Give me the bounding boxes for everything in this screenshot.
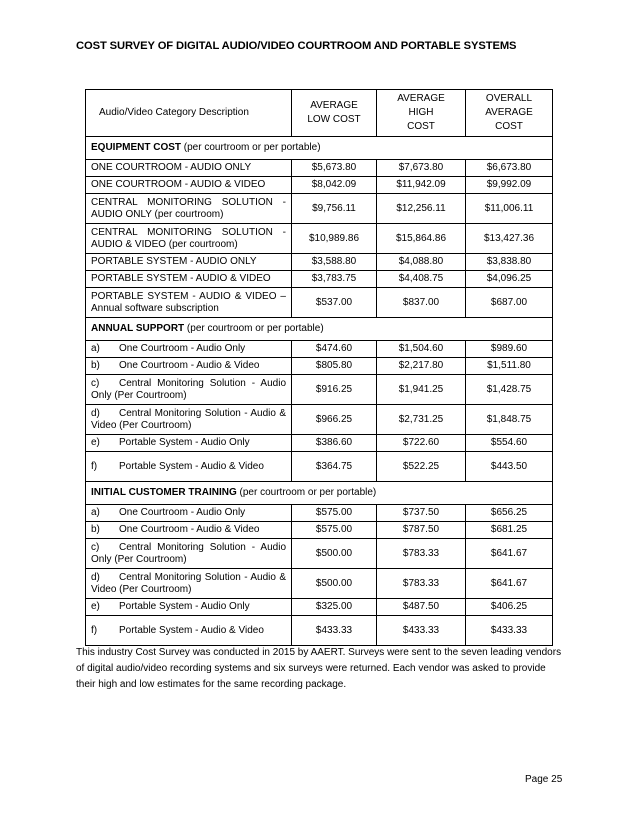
cell-overall: $1,511.80 [466,358,553,375]
section-title: EQUIPMENT COST [91,142,182,153]
cell-low: $433.33 [292,616,377,646]
row-description [86,452,292,482]
row-letter: b) [91,524,100,535]
page-number: Page 25 [525,774,563,785]
row-description-text: ONE COURTROOM - AUDIO & VIDEO [91,179,266,190]
row-letter: a) [91,507,100,518]
cell-low: $537.00 [292,288,377,318]
cell-low: $805.80 [292,358,377,375]
row-description [86,341,292,358]
cell-high: $433.33 [377,616,466,646]
row-description-text: One Courtroom - Audio & Video [119,360,260,371]
cell-low: $5,673.80 [292,160,377,177]
header-description: Audio/Video Category Description [86,90,292,137]
cell-overall: $681.25 [466,522,553,539]
row-description-text: One Courtroom - Audio Only [119,343,246,354]
row-description-text: Portable System - Audio Only [119,601,250,612]
row-description [86,539,292,569]
row-letter: d) [91,571,100,583]
row-description [86,616,292,646]
row-description [86,271,292,288]
cell-high: $1,941.25 [377,375,466,405]
table-row [86,375,553,405]
cell-high: $4,088.80 [377,254,466,271]
cell-high: $12,256.11 [377,194,466,224]
row-description [86,435,292,452]
row-description-text: Portable System - Audio & Video [119,624,264,636]
row-description [86,160,292,177]
cell-high: $837.00 [377,288,466,318]
cell-overall: $989.60 [466,341,553,358]
row-description-text: One Courtroom - Audio Only [119,507,246,518]
cell-low: $500.00 [292,569,377,599]
table-row [86,569,553,599]
table-row [86,341,553,358]
cell-overall: $687.00 [466,288,553,318]
table-row [86,505,553,522]
header-overall-average-cost: OVERALL AVERAGE COST [466,90,553,137]
section-heading-training [86,482,553,505]
section-heading-support [86,318,553,341]
row-description [86,599,292,616]
row-letter: c) [91,377,100,389]
cell-high: $7,673.80 [377,160,466,177]
cell-low: $9,756.11 [292,194,377,224]
cell-low: $575.00 [292,522,377,539]
cell-low: $575.00 [292,505,377,522]
cell-overall: $3,838.80 [466,254,553,271]
cell-overall: $406.25 [466,599,553,616]
cell-overall: $641.67 [466,539,553,569]
row-description-text: One Courtroom - Audio & Video [119,524,260,535]
table-row [86,435,553,452]
row-description-text: CENTRAL MONITORING SOLUTION - AUDIO & VIDEO (per courtroom) [91,226,286,250]
row-description-text: ONE COURTROOM - AUDIO ONLY [91,162,252,173]
table-row [86,288,553,318]
section-title: ANNUAL SUPPORT [91,323,185,334]
table-row [86,539,553,569]
cell-high: $737.50 [377,505,466,522]
cell-overall: $641.67 [466,569,553,599]
cell-high: $783.33 [377,539,466,569]
row-description [86,522,292,539]
row-description [86,254,292,271]
section-title: INITIAL CUSTOMER TRAINING [91,487,237,498]
document-title: COST SURVEY OF DIGITAL AUDIO/VIDEO COURTROOM AND PORTABLE SYSTEMS [76,40,517,52]
cell-overall: $11,006.11 [466,194,553,224]
row-description [86,224,292,254]
header-average-high-cost: AVERAGE HIGH COST [377,90,466,137]
cell-overall: $433.33 [466,616,553,646]
row-description-text: PORTABLE SYSTEM - AUDIO & VIDEO – Annual software subscription [91,290,286,314]
row-description [86,358,292,375]
table-row [86,599,553,616]
row-letter: d) [91,407,100,419]
table-row [86,160,553,177]
row-description [86,177,292,194]
cell-high: $787.50 [377,522,466,539]
cell-low: $364.75 [292,452,377,482]
row-description [86,505,292,522]
table-row [86,194,553,224]
cell-low: $500.00 [292,539,377,569]
table-row [86,405,553,435]
cell-overall: $554.60 [466,435,553,452]
table-row [86,177,553,194]
row-description-text: Central Monitoring Solution - Audio & Video (Per Courtroom) [91,571,286,595]
cell-high: $487.50 [377,599,466,616]
cell-low: $325.00 [292,599,377,616]
row-description-text: Portable System - Audio & Video [119,460,264,472]
cell-low: $386.60 [292,435,377,452]
cell-low: $916.25 [292,375,377,405]
row-description [86,569,292,599]
cell-overall: $656.25 [466,505,553,522]
cell-high: $2,731.25 [377,405,466,435]
cell-overall: $4,096.25 [466,271,553,288]
row-letter: f) [91,460,98,472]
table-row [86,616,553,646]
cell-high: $15,864.86 [377,224,466,254]
cell-low: $474.60 [292,341,377,358]
cell-overall: $1,848.75 [466,405,553,435]
table-row [86,271,553,288]
row-letter: c) [91,541,100,553]
cell-low: $966.25 [292,405,377,435]
header-average-low-cost: AVERAGE LOW COST [292,90,377,137]
cell-low: $10,989.86 [292,224,377,254]
section-row-support [86,318,553,341]
cell-low: $3,783.75 [292,271,377,288]
cell-high: $4,408.75 [377,271,466,288]
row-letter: e) [91,437,100,448]
table-row [86,254,553,271]
row-description-text: Central Monitoring Solution - Audio Only (Per Courtroom) [91,377,286,401]
cell-high: $722.60 [377,435,466,452]
section-heading-equipment [86,137,553,160]
table-row [86,522,553,539]
cell-overall: $443.50 [466,452,553,482]
section-note: (per courtroom or per portable) [181,142,321,153]
section-note: (per courtroom or per portable) [184,323,324,334]
row-description-text: PORTABLE SYSTEM - AUDIO & VIDEO [91,273,271,284]
cell-high: $2,217.80 [377,358,466,375]
row-description-text: Central Monitoring Solution - Audio Only (Per Courtroom) [91,541,286,565]
cell-overall: $1,428.75 [466,375,553,405]
section-note: (per courtroom or per portable) [236,487,377,498]
cell-high: $783.33 [377,569,466,599]
row-description-text: Portable System - Audio Only [119,437,250,448]
cell-high: $11,942.09 [377,177,466,194]
row-letter: f) [91,624,98,636]
cell-high: $522.25 [377,452,466,482]
row-description [86,375,292,405]
table-row [86,224,553,254]
table-row [86,358,553,375]
row-description [86,405,292,435]
row-letter: e) [91,601,100,612]
cell-low: $3,588.80 [292,254,377,271]
row-letter: b) [91,360,100,371]
cell-high: $1,504.60 [377,341,466,358]
row-letter: a) [91,343,100,354]
cell-overall: $13,427.36 [466,224,553,254]
section-row-equipment [86,137,553,160]
cell-overall: $9,992.09 [466,177,553,194]
cost-survey-table [85,89,553,646]
row-description [86,288,292,318]
table-row [86,452,553,482]
cell-low: $8,042.09 [292,177,377,194]
row-description [86,194,292,224]
cell-overall: $6,673.80 [466,160,553,177]
survey-paragraph: This industry Cost Survey was conducted in 2015 by AAERT. Surveys were sent to the seven leading vendors of digital audio/video recording systems and six surveys were returned. Each vendor was asked to provide their high and low estimates for the same recording package. [76,647,562,690]
row-description-text: PORTABLE SYSTEM - AUDIO ONLY [91,256,257,267]
row-description-text: Central Monitoring Solution - Audio & Video (Per Courtroom) [91,407,286,431]
row-description-text: CENTRAL MONITORING SOLUTION - AUDIO ONLY (per courtroom) [91,196,286,220]
table-header-row [86,90,553,137]
section-row-training [86,482,553,505]
